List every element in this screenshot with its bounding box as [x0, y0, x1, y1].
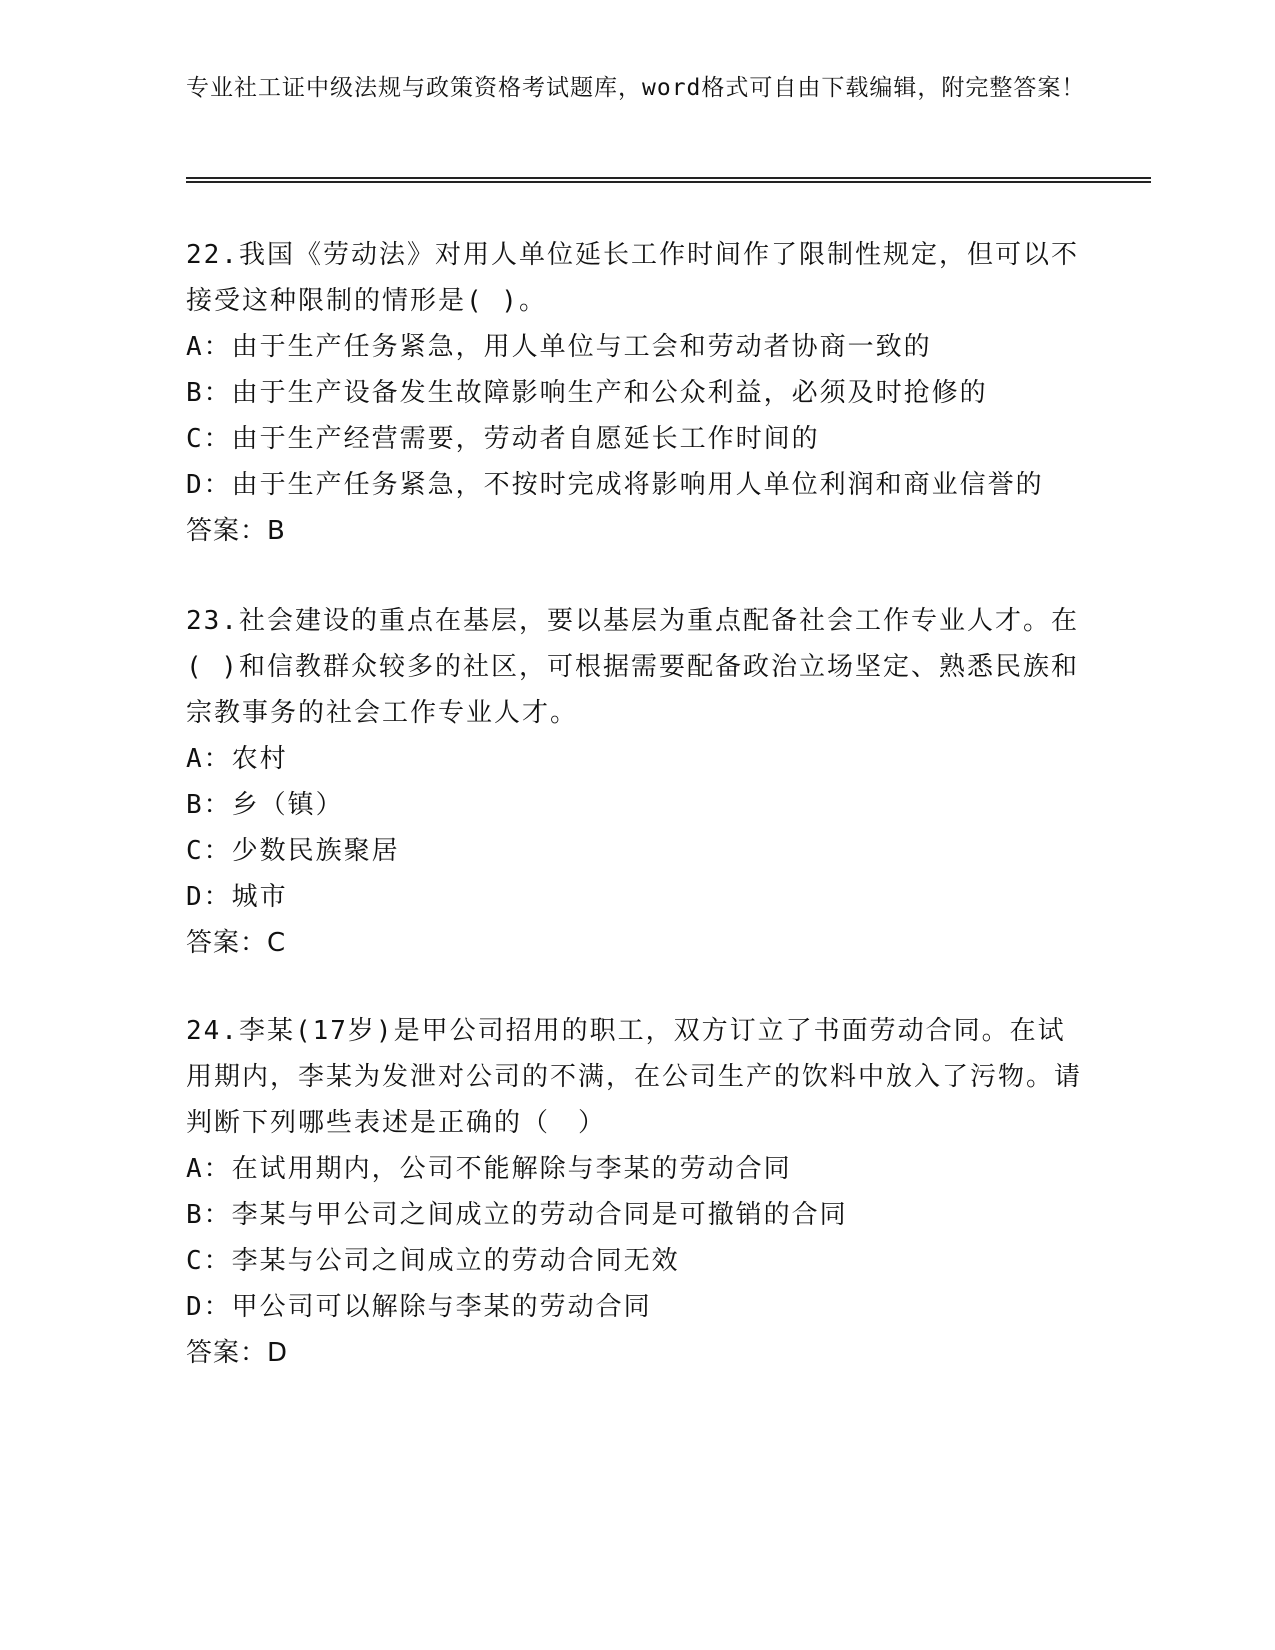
option-d: D：由于生产任务紧急，不按时完成将影响用人单位利润和商业信誉的: [186, 470, 1044, 500]
option-a: A：由于生产任务紧急，用人单位与工会和劳动者协商一致的: [186, 332, 932, 362]
answer: 答案：D: [186, 1338, 289, 1368]
option-d: D：甲公司可以解除与李某的劳动合同: [186, 1292, 652, 1322]
option-a: A：在试用期内，公司不能解除与李某的劳动合同: [186, 1154, 792, 1184]
option-b: B：李某与甲公司之间成立的劳动合同是可撤销的合同: [186, 1200, 848, 1230]
option-c: C：李某与公司之间成立的劳动合同无效: [186, 1246, 680, 1276]
option-d: D：城市: [186, 882, 288, 912]
option-c: C：少数民族聚居: [186, 836, 400, 866]
option-b: B：由于生产设备发生故障影响生产和公众利益，必须及时抢修的: [186, 378, 988, 408]
answer: 答案：C: [186, 928, 287, 958]
answer: 答案：B: [186, 516, 286, 546]
question-24: [186, 1008, 1086, 1376]
header-divider: [186, 177, 1151, 183]
page-header: 专业社工证中级法规与政策资格考试题库，word格式可自由下载编辑，附完整答案！: [186, 75, 1086, 101]
option-b: B：乡（镇）: [186, 790, 344, 820]
question-stem: 23.社会建设的重点在基层，要以基层为重点配备社会工作专业人才。在( )和信教群众较多的社区，可根据需要配备政治立场坚定、熟悉民族和宗教事务的社会工作专业人才。: [186, 606, 1079, 728]
option-a: A：农村: [186, 744, 288, 774]
question-stem: 24.李某(17岁)是甲公司招用的职工，双方订立了书面劳动合同。在试用期内，李某为发泄对公司的不满，在公司生产的饮料中放入了污物。请判断下列哪些表述是正确的（ ）: [186, 1016, 1083, 1138]
question-stem: 22.我国《劳动法》对用人单位延长工作时间作了限制性规定，但可以不接受这种限制的情形是( )。: [186, 240, 1079, 316]
question-23: [186, 598, 1086, 966]
question-22: [186, 232, 1086, 554]
option-c: C：由于生产经营需要，劳动者自愿延长工作时间的: [186, 424, 820, 454]
